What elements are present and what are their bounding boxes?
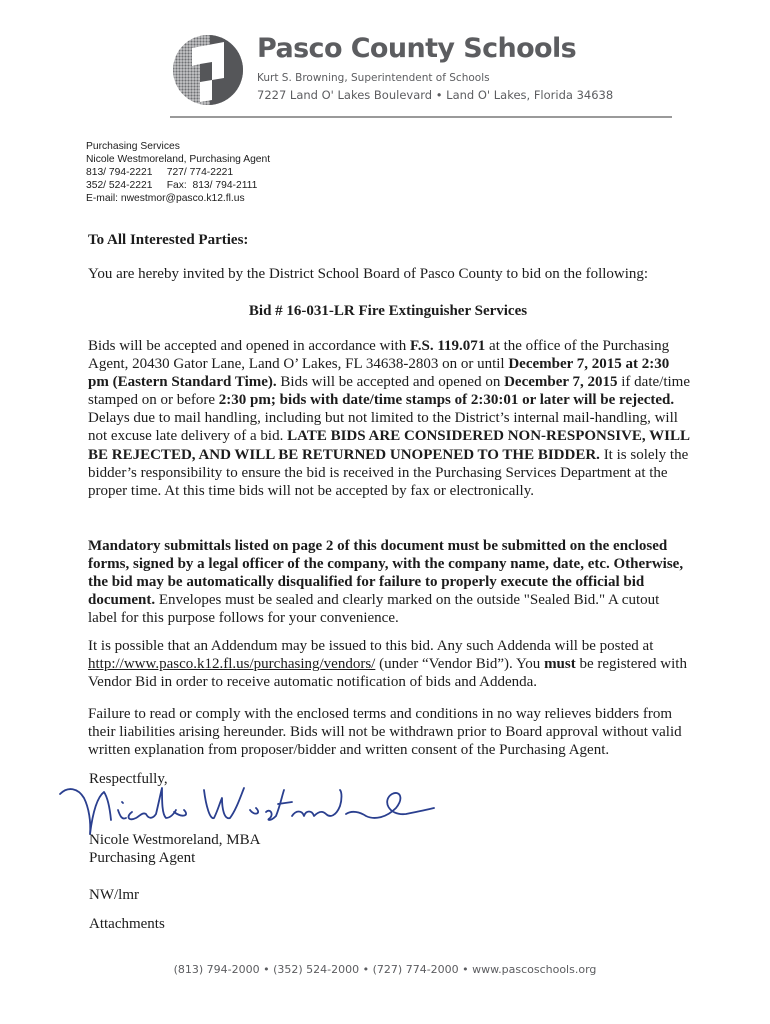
contact-block bbox=[86, 140, 270, 205]
org-name: Pasco County Schools bbox=[257, 33, 577, 64]
paragraph-mandatory-submittals: Mandatory submittals listed on page 2 of this document must be submitted on the enclosed forms, signed by a legal officer of the company, with the company name, date, etc. Otherwise, the bid may be automatically disqualified for failure to properly execute the official bid document. Envelopes must be sealed and clearly marked on the outside "Sealed Bid." A cutout label for this purpose follows for your convenience. bbox=[88, 538, 684, 627]
signer-name: Nicole Westmoreland, MBA bbox=[89, 832, 261, 848]
intro-paragraph: You are hereby invited by the District School Board of Pasco County to bid on the following: bbox=[88, 266, 649, 282]
salutation: To All Interested Parties: bbox=[88, 232, 249, 248]
paragraph-addendum: It is possible that an Addendum may be issued to this bid. Any such Addenda will be posted at http://www.pasco.k12.fl.us/purchasing/vendors/ (under “Vendor Bid”). You must be registered with Vendor Bid in order to receive automatic notification of bids and Addenda. bbox=[88, 638, 687, 691]
valediction: Respectfully, bbox=[89, 771, 168, 787]
email-line: E-mail: nwestmor@pasco.k12.fl.us bbox=[86, 193, 245, 204]
signer-title: Purchasing Agent bbox=[89, 850, 196, 866]
phone-line-1: 813/ 794-2221 727/ 774-2221 bbox=[86, 167, 234, 178]
paragraph-terms: Failure to read or comply with the enclosed terms and conditions in no way relieves bidders from their liabilities arising hereunder. Bids will not be withdrawn prior to Board approval without valid written explanation from proposer/bidder and written consent of the Purchasing Agent. bbox=[88, 706, 682, 759]
department: Purchasing Services bbox=[86, 141, 180, 152]
handwritten-signature bbox=[56, 776, 436, 840]
typist-initials: NW/lmr bbox=[89, 887, 139, 903]
attachments-note: Attachments bbox=[89, 916, 165, 932]
agent-name: Nicole Westmoreland, Purchasing Agent bbox=[86, 154, 271, 165]
pasco-schools-logo-icon bbox=[172, 34, 244, 106]
org-address: 7227 Land O' Lakes Boulevard • Land O' Lakes, Florida 34638 bbox=[257, 88, 614, 102]
header-divider bbox=[170, 116, 672, 118]
vendors-link[interactable]: http://www.pasco.k12.fl.us/purchasing/vendors/ bbox=[88, 656, 376, 673]
phone-line-2: 352/ 524-2221 Fax: 813/ 794-2111 bbox=[86, 180, 258, 191]
bid-title: Bid # 16-031-LR Fire Extinguisher Services bbox=[248, 303, 528, 319]
footer-contact: (813) 794-2000 • (352) 524-2000 • (727) 774-2000 • www.pascoschools.org bbox=[173, 963, 597, 976]
superintendent-line: Kurt S. Browning, Superintendent of Schools bbox=[257, 72, 490, 84]
paragraph-bid-deadline: Bids will be accepted and opened in accordance with F.S. 119.071 at the office of the Purchasing Agent, 20430 Gator Lane, Land O’ Lakes, FL 34638-2803 on or until December 7, 2015 at 2:30 pm (Eastern Standard Time). Bids will be accepted and opened on December 7, 2015 if date/time stamped on or before 2:30 pm; bids with date/time stamps of 2:30:01 or later will be rejected. Delays due to mail handling, including but not limited to the District’s internal mail-handling, will not excuse late delivery of a bid. LATE BIDS ARE CONSIDERED NON-RESPONSIVE, WILL BE REJECTED, AND WILL BE RETURNED UNOPENED TO THE BIDDER. It is solely the bidder’s responsibility to ensure the bid is received in the Purchasing Services Department at the proper time. At this time bids will not be accepted by fax or electronically. bbox=[88, 338, 690, 499]
